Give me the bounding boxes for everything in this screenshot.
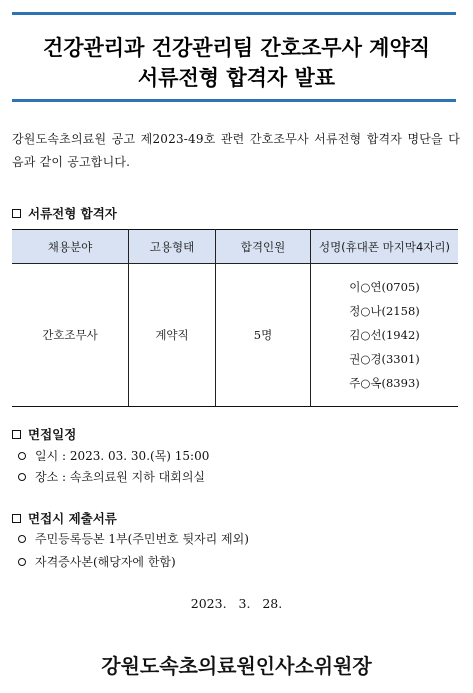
circle-bullet-icon	[18, 452, 26, 460]
circle-bullet-icon	[18, 558, 26, 566]
interview-item	[18, 468, 205, 485]
title-line-1: 건강관리과 건강관리팀 간호조무사 계약직	[42, 36, 431, 60]
table-header-row	[12, 230, 458, 264]
checkbox-square-icon	[12, 514, 21, 523]
cell-type: 계약직	[129, 264, 216, 407]
cell-count: 5명	[216, 264, 311, 407]
name-entry: 이○연(0705)	[349, 280, 420, 294]
checkbox-square-icon	[12, 209, 21, 218]
col-header-field: 채용분야	[12, 230, 129, 264]
docs-item-text: 주민등록등본 1부(주민번호 뒷자리 제외)	[35, 532, 249, 546]
docs-item-text: 자격증사본(해당자에 한함)	[35, 555, 176, 569]
cell-names	[311, 264, 459, 407]
bottom-rule	[12, 99, 456, 102]
col-header-names: 성명(휴대폰 마지막4자리)	[311, 230, 459, 264]
section-interview-title: 면접일정	[28, 427, 77, 442]
cell-field: 간호조무사	[12, 264, 129, 407]
interview-item-text: 일시 : 2023. 03. 30.(목) 15:00	[35, 449, 210, 463]
intro-paragraph: 강원도속초의료원 공고 제2023-49호 관련 간호조무사 서류전형 합격자 명단을 다음과 같이 공고합니다.	[12, 132, 460, 169]
col-header-count: 합격인원	[216, 230, 311, 264]
section-interview-heading	[12, 425, 76, 443]
table-row	[12, 264, 458, 407]
top-rule	[12, 12, 456, 15]
name-entry: 김○선(1942)	[349, 328, 420, 342]
section-result-heading	[12, 204, 117, 222]
section-docs-heading	[12, 509, 117, 527]
circle-bullet-icon	[18, 473, 26, 481]
name-entry: 주○옥(8393)	[349, 376, 420, 390]
docs-item	[18, 553, 176, 570]
checkbox-square-icon	[12, 430, 21, 439]
interview-item-text: 장소 : 속초의료원 지하 대회의실	[35, 470, 205, 484]
announcement-date: 2023. 3. 28.	[190, 596, 283, 611]
interview-item	[18, 447, 209, 464]
docs-item	[18, 530, 249, 547]
title-line-2: 서류전형 합격자 발표	[137, 66, 336, 90]
name-entry: 정○나(2158)	[349, 304, 420, 318]
section-docs-title: 면접시 제출서류	[28, 511, 117, 526]
signature: 강원도속초의료원인사소위원장	[101, 654, 372, 678]
result-table	[12, 229, 458, 407]
section-result-title: 서류전형 합격자	[28, 206, 117, 221]
name-entry: 권○경(3301)	[349, 352, 420, 366]
circle-bullet-icon	[18, 535, 26, 543]
col-header-type: 고용형태	[129, 230, 216, 264]
